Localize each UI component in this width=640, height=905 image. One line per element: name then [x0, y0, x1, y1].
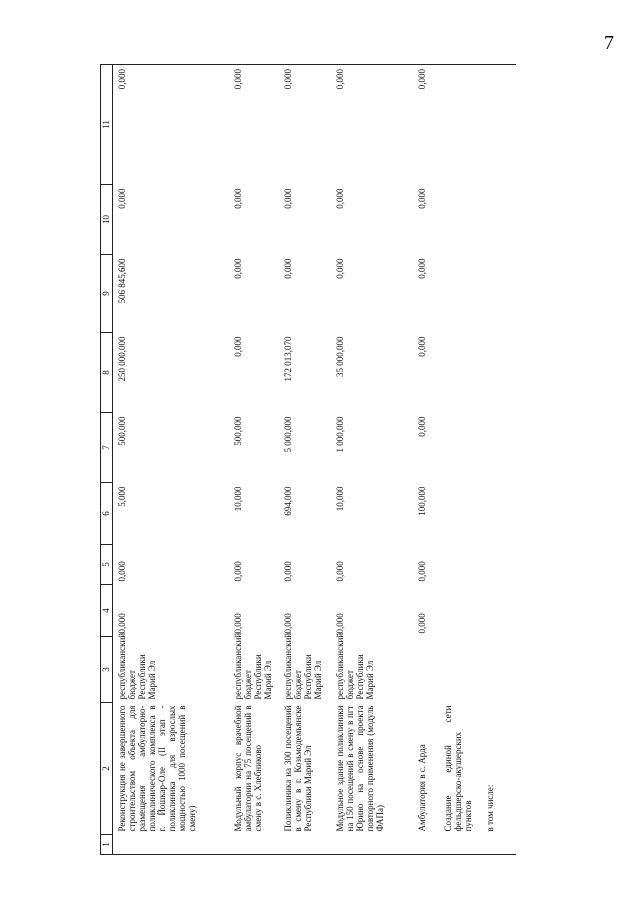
value-cell: 0,000 — [283, 188, 293, 209]
col-header: 6 — [101, 483, 113, 545]
col-header: 10 — [101, 185, 113, 255]
value-cell: 1 000,000 — [335, 416, 345, 453]
value-cell: 0,000 — [335, 258, 345, 279]
value-cell — [442, 483, 484, 545]
value-cell — [442, 333, 484, 413]
value-cell — [442, 413, 484, 483]
page-number: 7 — [604, 32, 614, 54]
value-cell — [484, 483, 516, 545]
budget-table — [100, 64, 516, 855]
value-cell — [484, 413, 516, 483]
object-name-cell: Реконструкция не завершенного строительством объекта для размещения амбулаторно-поликлинического комплекса в г. Йошкар-Оле (II этап - поликлиника для взрослых мощностью 1000 посещений в смену) — [117, 705, 197, 832]
value-cell: 0,000 — [417, 188, 427, 209]
value-cell: 0,000 — [233, 613, 243, 634]
value-cell: 0,000 — [335, 613, 345, 634]
table-row — [416, 65, 442, 855]
value-cell: 0,000 — [233, 561, 243, 582]
value-cell: 0,000 — [282, 65, 334, 185]
value-cell: 0,000 — [117, 188, 127, 209]
funding-source-cell: республиканский бюджет Республики Марий Эл — [335, 632, 375, 700]
table-cell — [416, 835, 442, 855]
value-cell — [484, 255, 516, 333]
value-cell — [484, 333, 516, 413]
value-cell: 0,000 — [417, 613, 427, 634]
col-header: 3 — [101, 637, 113, 703]
value-cell: 500,000 — [117, 416, 127, 446]
table-cell — [484, 835, 516, 855]
value-cell — [442, 185, 484, 255]
value-cell: 0,000 — [334, 65, 416, 185]
col-header: 8 — [101, 333, 113, 413]
value-cell: 5,000 — [117, 486, 127, 507]
value-cell: 0,000 — [417, 416, 427, 437]
table-cell — [334, 835, 416, 855]
col-header: 5 — [101, 545, 113, 585]
value-cell: 506 845,600 — [117, 258, 127, 304]
value-cell: 0,000 — [335, 188, 345, 209]
value-cell: 5 000,000 — [283, 416, 293, 453]
value-cell — [484, 185, 516, 255]
table-cell — [442, 835, 484, 855]
value-cell: 100,000 — [417, 486, 427, 516]
funding-source-cell — [484, 637, 516, 703]
value-cell — [442, 585, 484, 637]
value-cell: 0,000 — [283, 258, 293, 279]
object-name-cell: в том числе: — [485, 784, 495, 832]
table-row — [232, 65, 282, 855]
object-name-cell: Создание единой сети фельдшерско-акушерских пунктов — [443, 705, 473, 832]
value-cell — [484, 545, 516, 585]
value-cell — [484, 65, 516, 185]
value-cell: 35 000,000 — [335, 336, 345, 377]
value-cell — [484, 585, 516, 637]
col-header: 4 — [101, 585, 113, 637]
object-name-cell: Модульный корпус врачебной амбулатории на 75 посещений в смену в с. Хлебниково — [233, 705, 263, 832]
value-cell: 0,000 — [233, 188, 243, 209]
table-row — [113, 65, 233, 855]
object-name-cell: Амбулатория в с. Арда — [417, 744, 427, 832]
value-cell: 0,000 — [417, 561, 427, 582]
col-header: 9 — [101, 255, 113, 333]
value-cell: 10,000 — [335, 486, 345, 512]
funding-source-cell — [416, 637, 442, 703]
value-cell: 0,000 — [283, 613, 293, 634]
value-cell: 250 000,000 — [117, 336, 127, 382]
value-cell: 0,000 — [233, 258, 243, 279]
value-cell: 0,000 — [117, 613, 127, 634]
rotated-table-container — [100, 65, 620, 855]
value-cell: 172 013,070 — [283, 336, 293, 382]
value-cell: 0,000 — [335, 561, 345, 582]
table-row — [282, 65, 334, 855]
funding-source-cell — [442, 637, 484, 703]
table-row — [484, 65, 516, 855]
col-header: 2 — [101, 703, 113, 835]
value-cell — [442, 545, 484, 585]
value-cell: 10,000 — [233, 486, 243, 512]
table-cell — [232, 835, 282, 855]
value-cell — [442, 65, 484, 185]
value-cell: 0,000 — [113, 65, 233, 185]
value-cell: 0,000 — [232, 65, 282, 185]
table-row — [442, 65, 484, 855]
col-header: 7 — [101, 413, 113, 483]
value-cell: 0,000 — [417, 258, 427, 279]
value-cell: 0,000 — [417, 336, 427, 357]
value-cell — [442, 255, 484, 333]
table-cell — [282, 835, 334, 855]
funding-source-cell: республиканский бюджет Республики Марий Эл — [233, 632, 273, 700]
value-cell: 0,000 — [233, 336, 243, 357]
value-cell: 694,000 — [283, 486, 293, 516]
value-cell: 500,000 — [233, 416, 243, 446]
header-row — [101, 65, 113, 855]
value-cell: 0,000 — [283, 561, 293, 582]
funding-source-cell: республиканский бюджет Республики Марий Эл — [117, 632, 157, 700]
funding-source-cell: республиканский бюджет Республики Марий Эл — [283, 632, 323, 700]
value-cell: 0,000 — [117, 561, 127, 582]
col-header: 11 — [101, 65, 113, 185]
table-row — [334, 65, 416, 855]
col-header: 1 — [101, 835, 113, 855]
object-name-cell: Модульное здание поликлиники на 150 посещений в смену в пгт Юрино на основе проекта повторного применения (модуль ФАПа) — [335, 705, 385, 832]
object-name-cell: Поликлиника на 300 посещений в смену в г. Козьмодемьянске Республики Марий Эл — [283, 705, 313, 832]
table-cell — [113, 835, 233, 855]
value-cell: 0,000 — [416, 65, 442, 185]
